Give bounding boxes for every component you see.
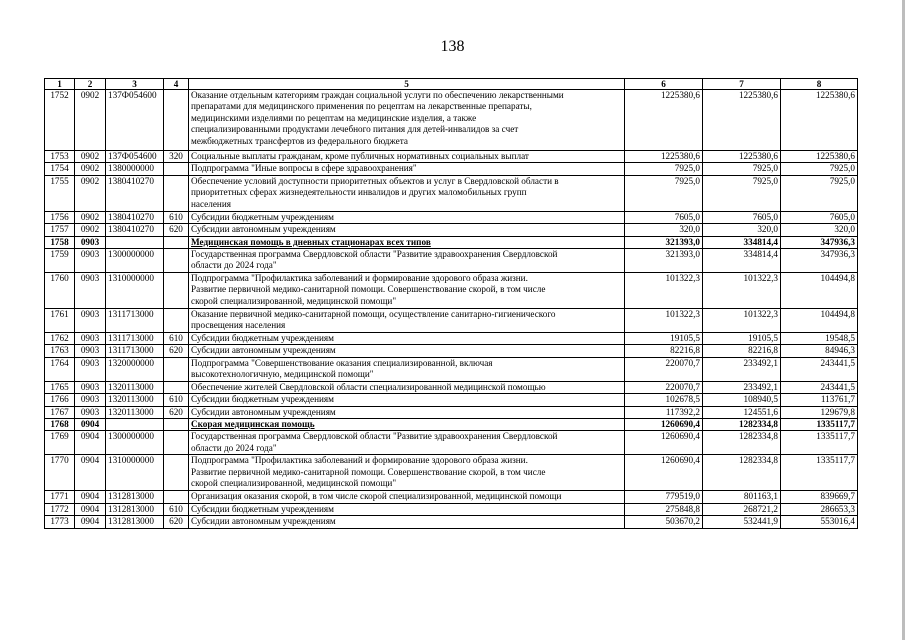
amount-cell-col6: 275848,8 (625, 503, 703, 515)
target-code-cell: 137Ф054600 (106, 151, 164, 163)
expense-type-cell (164, 309, 189, 333)
table-row (45, 211, 858, 223)
row-number-cell: 1760 (45, 273, 75, 309)
amount-cell-col6: 19105,5 (625, 333, 703, 345)
amount-cell-col7: 268721,2 (703, 503, 781, 515)
table-row (45, 455, 858, 491)
description-cell: Субсидии бюджетным учреждениям (189, 211, 625, 223)
amount-cell-col6: 1225380,6 (625, 90, 703, 151)
target-code-cell: 1380410270 (106, 211, 164, 223)
amount-cell-col8: 7605,0 (781, 211, 858, 223)
amount-cell-col6: 1225380,6 (625, 151, 703, 163)
target-code-cell: 1312813000 (106, 503, 164, 515)
description-cell: Скорая медицинская помощь (189, 419, 625, 431)
amount-cell-col8: 1335117,7 (781, 431, 858, 455)
section-code-cell: 0903 (75, 309, 106, 333)
table-row (45, 309, 858, 333)
expense-type-cell (164, 90, 189, 151)
row-number-cell: 1770 (45, 455, 75, 491)
expense-type-cell: 610 (164, 333, 189, 345)
amount-cell-col8: 1335117,7 (781, 419, 858, 431)
table-row (45, 224, 858, 236)
section-code-cell: 0904 (75, 455, 106, 491)
section-code-cell: 0903 (75, 357, 106, 381)
column-header: 5 (189, 79, 625, 90)
amount-cell-col7: 233492,1 (703, 381, 781, 393)
table-row (45, 90, 858, 151)
section-code-cell: 0903 (75, 406, 106, 418)
amount-cell-col7: 320,0 (703, 224, 781, 236)
amount-cell-col8: 104494,8 (781, 273, 858, 309)
expense-type-cell (164, 273, 189, 309)
amount-cell-col6: 101322,3 (625, 309, 703, 333)
target-code-cell: 1310000000 (106, 455, 164, 491)
description-cell: Субсидии автономным учреждениям (189, 224, 625, 236)
section-code-cell: 0902 (75, 151, 106, 163)
amount-cell-col7: 1282334,8 (703, 419, 781, 431)
table-row (45, 175, 858, 211)
amount-cell-col7: 19105,5 (703, 333, 781, 345)
description-cell: Подпрограмма "Профилактика заболеваний и формирование здорового образа жизни. Развитие первичной медико-санитарной помощи. Совершенствование скорой, в том числе скорой специализированной, медицинской помощи" (189, 455, 625, 491)
expense-type-cell: 620 (164, 224, 189, 236)
expense-type-cell: 620 (164, 516, 189, 528)
row-number-cell: 1756 (45, 211, 75, 223)
target-code-cell: 1380000000 (106, 163, 164, 175)
section-code-cell: 0902 (75, 163, 106, 175)
amount-cell-col6: 320,0 (625, 224, 703, 236)
row-number-cell: 1759 (45, 249, 75, 273)
amount-cell-col7: 7605,0 (703, 211, 781, 223)
target-code-cell: 1312813000 (106, 491, 164, 503)
description-cell: Государственная программа Свердловской области "Развитие здравоохранения Свердловской области до 2024 года" (189, 431, 625, 455)
amount-cell-col7: 1282334,8 (703, 455, 781, 491)
target-code-cell: 1300000000 (106, 249, 164, 273)
section-code-cell: 0903 (75, 345, 106, 357)
amount-cell-col8: 7925,0 (781, 163, 858, 175)
description-cell: Субсидии автономным учреждениям (189, 406, 625, 418)
table-row (45, 394, 858, 406)
row-number-cell: 1754 (45, 163, 75, 175)
amount-cell-col7: 532441,9 (703, 516, 781, 528)
expense-type-cell (164, 249, 189, 273)
target-code-cell: 1320113000 (106, 381, 164, 393)
row-number-cell: 1761 (45, 309, 75, 333)
row-number-cell: 1763 (45, 345, 75, 357)
table-row (45, 503, 858, 515)
expense-type-cell (164, 455, 189, 491)
amount-cell-col8: 1335117,7 (781, 455, 858, 491)
table-row (45, 516, 858, 528)
table-row (45, 163, 858, 175)
column-header: 3 (106, 79, 164, 90)
table-row (45, 345, 858, 357)
table-row (45, 406, 858, 418)
amount-cell-col7: 801163,1 (703, 491, 781, 503)
description-cell: Субсидии бюджетным учреждениям (189, 333, 625, 345)
column-header: 1 (45, 79, 75, 90)
section-code-cell: 0904 (75, 503, 106, 515)
page-number: 138 (440, 38, 465, 55)
row-number-cell: 1771 (45, 491, 75, 503)
table-row (45, 249, 858, 273)
description-cell: Социальные выплаты гражданам, кроме публичных нормативных социальных выплат (189, 151, 625, 163)
description-cell: Оказание отдельным категориям граждан социальной услуги по обеспечению лекарственными препаратами для медицинского применения по рецептам на лекарственные препараты, медицинскими изделиями по рецептам на медицинские изделия, а также специализированными продуктами лечебного питания для детей-инвалидов за счет межбюджетных трансфертов из федерального бюджета (189, 90, 625, 151)
column-header: 4 (164, 79, 189, 90)
amount-cell-col6: 1260690,4 (625, 455, 703, 491)
target-code-cell: 1300000000 (106, 431, 164, 455)
expense-type-cell: 610 (164, 211, 189, 223)
amount-cell-col8: 347936,3 (781, 249, 858, 273)
section-code-cell: 0902 (75, 224, 106, 236)
target-code-cell: 1311713000 (106, 333, 164, 345)
section-code-cell: 0904 (75, 431, 106, 455)
section-code-cell: 0902 (75, 211, 106, 223)
expense-type-cell (164, 431, 189, 455)
target-code-cell: 1312813000 (106, 516, 164, 528)
row-number-cell: 1755 (45, 175, 75, 211)
expense-type-cell (164, 236, 189, 248)
table-row (45, 333, 858, 345)
amount-cell-col6: 1260690,4 (625, 431, 703, 455)
expense-type-cell: 620 (164, 345, 189, 357)
amount-cell-col6: 7925,0 (625, 163, 703, 175)
amount-cell-col8: 347936,3 (781, 236, 858, 248)
amount-cell-col7: 7925,0 (703, 175, 781, 211)
amount-cell-col8: 553016,4 (781, 516, 858, 528)
amount-cell-col7: 334814,4 (703, 249, 781, 273)
row-number-cell: 1767 (45, 406, 75, 418)
expense-type-cell (164, 381, 189, 393)
section-code-cell: 0903 (75, 381, 106, 393)
amount-cell-col7: 233492,1 (703, 357, 781, 381)
budget-table (44, 78, 858, 529)
amount-cell-col6: 503670,2 (625, 516, 703, 528)
table-row (45, 491, 858, 503)
amount-cell-col6: 7925,0 (625, 175, 703, 211)
target-code-cell: 137Ф054600 (106, 90, 164, 151)
description-cell: Субсидии бюджетным учреждениям (189, 503, 625, 515)
amount-cell-col7: 1225380,6 (703, 151, 781, 163)
expense-type-cell: 610 (164, 394, 189, 406)
amount-cell-col8: 320,0 (781, 224, 858, 236)
column-header: 8 (781, 79, 858, 90)
target-code-cell: 1380410270 (106, 224, 164, 236)
section-code-cell: 0904 (75, 491, 106, 503)
row-number-cell: 1764 (45, 357, 75, 381)
expense-type-cell (164, 163, 189, 175)
section-code-cell: 0904 (75, 516, 106, 528)
description-cell: Субсидии автономным учреждениям (189, 516, 625, 528)
amount-cell-col6: 321393,0 (625, 236, 703, 248)
amount-cell-col8: 243441,5 (781, 357, 858, 381)
table-row (45, 273, 858, 309)
row-number-cell: 1768 (45, 419, 75, 431)
amount-cell-col7: 7925,0 (703, 163, 781, 175)
row-number-cell: 1766 (45, 394, 75, 406)
description-cell: Медицинская помощь в дневных стационарах всех типов (189, 236, 625, 248)
amount-cell-col7: 101322,3 (703, 309, 781, 333)
amount-cell-col7: 1282334,8 (703, 431, 781, 455)
row-number-cell: 1773 (45, 516, 75, 528)
expense-type-cell (164, 357, 189, 381)
target-code-cell (106, 236, 164, 248)
table-row (45, 419, 858, 431)
amount-cell-col8: 1225380,6 (781, 151, 858, 163)
row-number-cell: 1757 (45, 224, 75, 236)
target-code-cell: 1311713000 (106, 345, 164, 357)
expense-type-cell (164, 491, 189, 503)
expense-type-cell: 320 (164, 151, 189, 163)
table-row (45, 381, 858, 393)
amount-cell-col7: 1225380,6 (703, 90, 781, 151)
target-code-cell: 1380410270 (106, 175, 164, 211)
column-header: 6 (625, 79, 703, 90)
row-number-cell: 1769 (45, 431, 75, 455)
table-row (45, 151, 858, 163)
column-header: 2 (75, 79, 106, 90)
target-code-cell: 1320113000 (106, 406, 164, 418)
row-number-cell: 1752 (45, 90, 75, 151)
description-cell: Обеспечение условий доступности приоритетных объектов и услуг в Свердловской области в приоритетных сферах жизнедеятельности инвалидов и других маломобильных групп населения (189, 175, 625, 211)
target-code-cell: 1310000000 (106, 273, 164, 309)
row-number-cell: 1765 (45, 381, 75, 393)
section-code-cell: 0904 (75, 419, 106, 431)
section-code-cell: 0903 (75, 273, 106, 309)
row-number-cell: 1758 (45, 236, 75, 248)
amount-cell-col8: 1225380,6 (781, 90, 858, 151)
amount-cell-col6: 220070,7 (625, 381, 703, 393)
amount-cell-col6: 82216,8 (625, 345, 703, 357)
expense-type-cell: 620 (164, 406, 189, 418)
amount-cell-col6: 779519,0 (625, 491, 703, 503)
section-code-cell: 0903 (75, 333, 106, 345)
row-number-cell: 1772 (45, 503, 75, 515)
target-code-cell (106, 419, 164, 431)
amount-cell-col8: 129679,8 (781, 406, 858, 418)
amount-cell-col8: 286653,3 (781, 503, 858, 515)
description-cell: Обеспечение жителей Свердловской области специализированной медицинской помощью (189, 381, 625, 393)
amount-cell-col8: 104494,8 (781, 309, 858, 333)
section-code-cell: 0902 (75, 90, 106, 151)
column-header: 7 (703, 79, 781, 90)
row-number-cell: 1762 (45, 333, 75, 345)
amount-cell-col7: 101322,3 (703, 273, 781, 309)
description-cell: Подпрограмма "Иные вопросы в сфере здравоохранения" (189, 163, 625, 175)
amount-cell-col7: 82216,8 (703, 345, 781, 357)
section-code-cell: 0903 (75, 394, 106, 406)
description-cell: Организация оказания скорой, в том числе скорой специализированной, медицинской помощи (189, 491, 625, 503)
expense-type-cell (164, 175, 189, 211)
amount-cell-col6: 101322,3 (625, 273, 703, 309)
amount-cell-col8: 839669,7 (781, 491, 858, 503)
section-code-cell: 0903 (75, 236, 106, 248)
target-code-cell: 1311713000 (106, 309, 164, 333)
amount-cell-col6: 117392,2 (625, 406, 703, 418)
table-row (45, 431, 858, 455)
section-code-cell: 0902 (75, 175, 106, 211)
table-row (45, 357, 858, 381)
target-code-cell: 1320113000 (106, 394, 164, 406)
table-body (45, 90, 858, 529)
amount-cell-col8: 7925,0 (781, 175, 858, 211)
expense-type-cell: 610 (164, 503, 189, 515)
expense-type-cell (164, 419, 189, 431)
amount-cell-col8: 19548,5 (781, 333, 858, 345)
description-cell: Оказание первичной медико-санитарной помощи, осуществление санитарно-гигиенического просвещения населения (189, 309, 625, 333)
amount-cell-col6: 220070,7 (625, 357, 703, 381)
description-cell: Подпрограмма "Профилактика заболеваний и формирование здорового образа жизни. Развитие первичной медико-санитарной помощи. Совершенствование скорой, в том числе скорой специализированной, медицинской помощи" (189, 273, 625, 309)
amount-cell-col6: 321393,0 (625, 249, 703, 273)
amount-cell-col8: 243441,5 (781, 381, 858, 393)
amount-cell-col7: 334814,4 (703, 236, 781, 248)
description-cell: Подпрограмма "Совершенствование оказания специализированной, включая высокотехнологичную, медицинской помощи" (189, 357, 625, 381)
amount-cell-col6: 7605,0 (625, 211, 703, 223)
table-row (45, 236, 858, 248)
amount-cell-col8: 84946,3 (781, 345, 858, 357)
table-header-row (45, 79, 858, 90)
amount-cell-col7: 124551,6 (703, 406, 781, 418)
description-cell: Государственная программа Свердловской области "Развитие здравоохранения Свердловской области до 2024 года" (189, 249, 625, 273)
section-code-cell: 0903 (75, 249, 106, 273)
amount-cell-col8: 113761,7 (781, 394, 858, 406)
description-cell: Субсидии бюджетным учреждениям (189, 394, 625, 406)
row-number-cell: 1753 (45, 151, 75, 163)
amount-cell-col7: 108940,5 (703, 394, 781, 406)
amount-cell-col6: 102678,5 (625, 394, 703, 406)
amount-cell-col6: 1260690,4 (625, 419, 703, 431)
description-cell: Субсидии автономным учреждениям (189, 345, 625, 357)
target-code-cell: 1320000000 (106, 357, 164, 381)
